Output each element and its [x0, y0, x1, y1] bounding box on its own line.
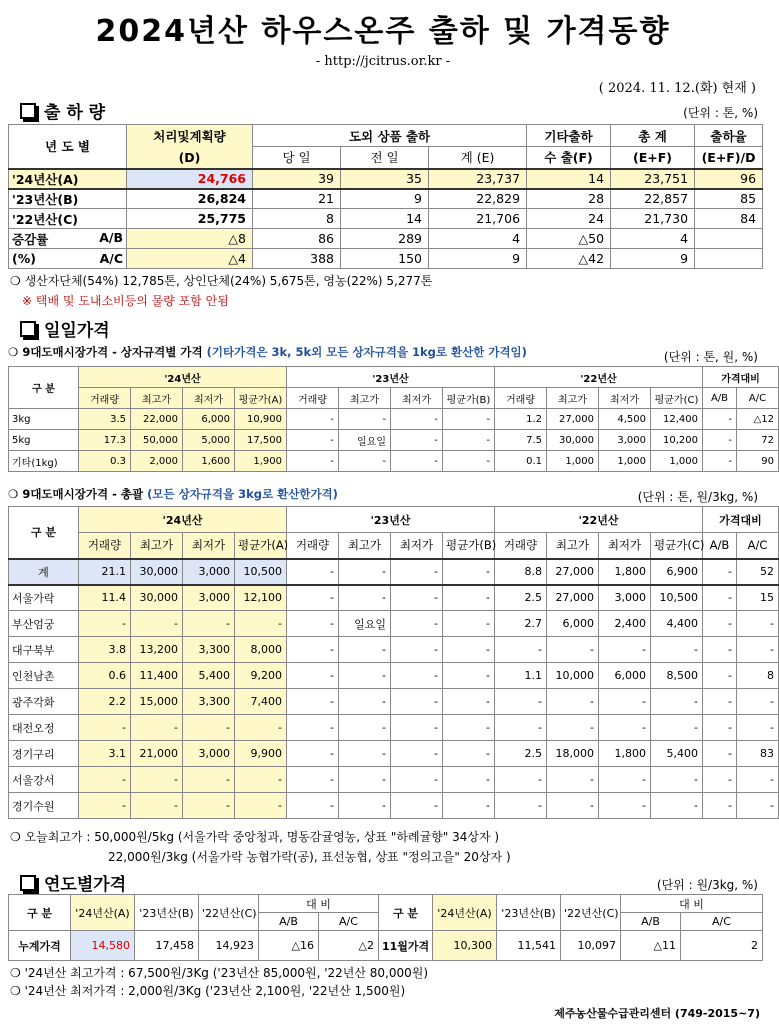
table-row: 서울가락 11.4 30,000 3,000 12,100 - - - - 2.5 27,000 3,000 10,500 - 15	[9, 585, 779, 611]
table-row: 계 21.1 30,000 3,000 10,500 - - - - 8.8 27,000 1,800 6,900 - 52	[9, 559, 779, 585]
table-row: '24년산(A) 24,766 39 35 23,737 14 23,751 96	[9, 169, 763, 189]
shipment-unit: (단위 : 톤, %)	[683, 106, 758, 120]
page-title: 2024년산 하우스온주 출하 및 가격동향	[95, 14, 671, 49]
as-of-date: ( 2024. 11. 12.(화) 현재 )	[598, 81, 756, 96]
footer-org: 제주농산물수급관리센터 (749-2015~7)	[554, 1007, 760, 1020]
header-export: 수 출(F)	[527, 147, 611, 169]
table-row: 대구북부 3.8 13,200 3,300 8,000 - - - - - - - - - -	[9, 637, 779, 663]
checkbox-icon	[20, 321, 36, 337]
header-processed-sub: (D)	[127, 147, 253, 169]
table-row: 서울강서 - - - - - - - - - - - - - -	[9, 767, 779, 793]
table-row: 증감률 A/B △8 86 289 4 △50 4	[9, 229, 763, 249]
table-row: 인천남촌 0.6 11,400 5,400 9,200 - - - - 1.1 10,000 6,000 8,500 - 8	[9, 663, 779, 689]
yearly-price-table: 구 분 '24년산(A) '23년산(B) '22년산(C) 대 비 구 분 '24년산(A) '23년산(B) '22년산(C) 대 비 A/B A/C A/B A/C 누계가격 14,580 17,458 14,923 △16 △2 11월가격 10,300 11,541 10,097 △11 2	[8, 894, 763, 961]
header-year: 년 도 별	[9, 125, 127, 169]
market-unit: (단위 : 톤, 원/3kg, %)	[637, 490, 758, 504]
market-subtitle: ❍ 9대도매시장가격 - 총괄 (모든 상자규격을 3kg로 환산한가격)	[8, 487, 338, 501]
shipment-note: ❍ 생산자단체(54%) 12,785톤, 상인단체(24%) 5,675톤, 영농(22%) 5,277톤	[10, 274, 433, 288]
market-price-table: 구 분 '24년산 '23년산 '22년산 가격대비 거래량 최고가 최저가 평균가(A) 거래량 최고가 최저가 평균가(B) 거래량 최고가 최저가 평균가(C) A/B A/C 계 21.1 30,000 3,000 10,500 - - - - 8.8 27,000 1,800 6,900 - 52 서울가락 11.4 30,000 3,000 12,100 - - - - 2.5 27,000 3,000 10,500 - 15 부산엄궁 - - - - - 일요일 - - 2.7 6,000 2,400 4,400 - - 대구북부 3.8 13,200 3,300 8,000 - - - - - - - - - - 인천남촌 0.6 11,400 5,400 9,200 - - - - 1.1 10,000 6,000 8,500 - 8 광주각화 2.2 15,000 3,300 7,400 - - - - - - - - - - 대전오정 - - - - - - - - - - - - - - 경기구리 3.1 21,000 3,000 9,900 - - - - 2.5 18,000 1,800 5,400 - 83 서울강서 - - - - - - - - - - - - - - 경기수원 - - - - - - - - - - - - - -	[8, 506, 779, 819]
table-row: 5kg 17.3 50,000 5,000 17,500 - 일요일 - - 7.5 30,000 3,000 10,200 - 72	[9, 430, 779, 451]
today-high-note-2: 22,000원/3kg (서울가락 농협가락(공), 표선농협, 상표 "정의고을" 20상자 )	[108, 850, 511, 864]
header-sum-sub: (E+F)	[611, 147, 695, 169]
table-row: 누계가격 14,580 17,458 14,923 △16 △2 11월가격 10,300 11,541 10,097 △11 2	[9, 931, 763, 961]
shipment-warning: ※ 택배 및 도내소비등의 물량 포함 안됨	[22, 294, 229, 308]
spec-unit: (단위 : 톤, 원, %)	[663, 350, 758, 364]
checkbox-icon	[20, 875, 36, 891]
daily-section-title: 일일가격	[20, 316, 110, 341]
yearly-min-note: ❍ '24년산 최저가격 : 2,000원/3Kg ('23년산 2,100원, '22년산 1,500원)	[10, 984, 406, 998]
spec-price-table: 구 분 '24년산 '23년산 '22년산 가격대비 거래량 최고가 최저가 평균가(A) 거래량 최고가 최저가 평균가(B) 거래량 최고가 최저가 평균가(C) A/B A/C 3kg 3.5 22,000 6,000 10,900 - - - - 1.2 27,000 4,500 12,400 - △12 5kg 17.3 50,000 5,000 17,500 - 일요일 - - 7.5 30,000 3,000 10,200 - 72 기타(1kg) 0.3 2,000 1,600 1,900 - - - - 0.1 1,000 1,000 1,000 - 90	[8, 366, 779, 472]
header-rate-sub: (E+F)/D	[695, 147, 763, 169]
header-sum: 총 계	[611, 125, 695, 147]
header-domestic: 도외 상품 출하	[253, 125, 527, 147]
yearly-unit: (단위 : 원/3kg, %)	[656, 878, 758, 892]
shipment-table	[8, 124, 763, 269]
table-row: 광주각화 2.2 15,000 3,300 7,400 - - - - - - - - - -	[9, 689, 779, 715]
table-row: 경기구리 3.1 21,000 3,000 9,900 - - - - 2.5 18,000 1,800 5,400 - 83	[9, 741, 779, 767]
site-url[interactable]: - http://jcitrus.or.kr -	[315, 54, 451, 69]
today-high-note: ❍ 오늘최고가 : 50,000원/5kg (서울가락 중앙청과, 명동감귤영농, 상표 "하례귤향" 34상자 )	[10, 830, 500, 844]
checkbox-icon	[20, 103, 36, 119]
table-row: 기타(1kg) 0.3 2,000 1,600 1,900 - - - - 0.1 1,000 1,000 1,000 - 90	[9, 451, 779, 472]
table-row: 부산엄궁 - - - - - 일요일 - - 2.7 6,000 2,400 4,400 - -	[9, 611, 779, 637]
yearly-section-title: 연도별가격	[20, 870, 126, 895]
table-row: '23년산(B) 26,824 21 9 22,829 28 22,857 85	[9, 189, 763, 209]
table-row: 3kg 3.5 22,000 6,000 10,900 - - - - 1.2 27,000 4,500 12,400 - △12	[9, 409, 779, 430]
table-row: 대전오정 - - - - - - - - - - - - - -	[9, 715, 779, 741]
spec-subtitle: ❍ 9대도매시장가격 - 상자규격별 가격 (기타가격은 3k, 5k외 모든 상자규격을 1kg로 환산한 가격임)	[8, 345, 527, 359]
header-today: 당 일	[253, 147, 341, 169]
header-other: 기타출하	[527, 125, 611, 147]
shipment-section-title: 출 하 량	[20, 98, 105, 123]
table-row: (%) A/C △4 388 150 9 △42 9	[9, 249, 763, 269]
table-row: 경기수원 - - - - - - - - - - - - - -	[9, 793, 779, 819]
header-rate: 출하율	[695, 125, 763, 147]
header-processed: 처리및계획량	[127, 125, 253, 147]
table-row: '22년산(C) 25,775 8 14 21,706 24 21,730 84	[9, 209, 763, 229]
header-prev: 전 일	[341, 147, 429, 169]
header-total-e: 계 (E)	[429, 147, 527, 169]
yearly-max-note: ❍ '24년산 최고가격 : 67,500원/3Kg ('23년산 85,000원, '22년산 80,000원)	[10, 966, 429, 980]
